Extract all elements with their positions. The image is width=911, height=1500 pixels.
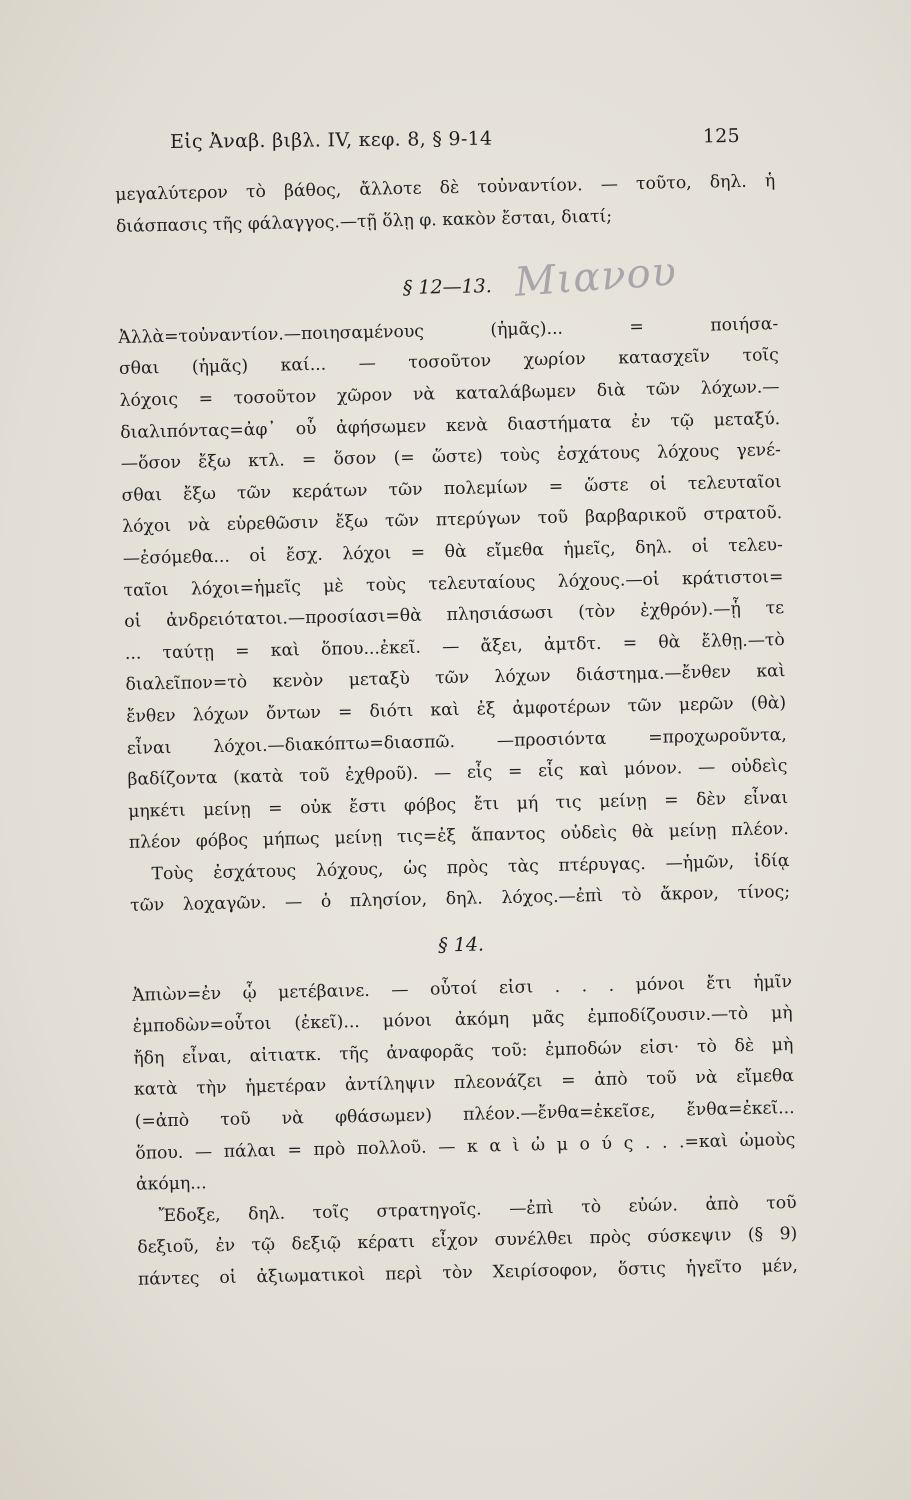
text-line: εἶναι λόχοι.—διακόπτω=διασπῶ. —προσιόντα =προχωροῦντα, <box>126 724 787 759</box>
text-line: λόχοις = τοσοῦτον χῶρον νὰ καταλάβωμεν διὰ τῶν λόχων.— <box>119 377 780 411</box>
text-line: ἔνθεν λόχων ὄντων = διότι καὶ ἐξ ἀμφοτέρων τῶν μερῶν (θὰ) <box>126 692 787 727</box>
text-line: —ἐσόμεθα... οἱ ἔσχ. λόχοι = θὰ εἴμεθα ἡμεῖς, δηλ. οἱ τελευ- <box>122 535 784 569</box>
text-line: κατὰ τὴν ἡμετέραν ἀντίληψιν πλεονάζει = ἀπὸ τοῦ νὰ εἴμεθα <box>133 1066 795 1101</box>
text-line: μηκέτι μείνῃ = οὐκ ἔστι φόβος ἔτι μή τις μείνῃ = δὲν εἶναι <box>128 787 789 822</box>
text-line: διάσπασις τῆς φάλαγγος.—τῇ ὅλῃ φ. κακὸν ἔσται, διατί; <box>115 206 613 237</box>
commentary-text <box>115 166 798 1296</box>
text-line: ἀκόμη... <box>135 1173 207 1195</box>
stamp-signature: Μιανου <box>513 248 679 306</box>
text-line: (=ἀπὸ τοῦ νὰ φθάσωμεν) πλέον.—ἔνθα=ἐκεῖσε, ἔνθα=ἐκεῖ... <box>134 1098 795 1132</box>
text-line: πάντες οἱ ἀξιωματικοὶ περὶ τὸν Χειρίσοφον, ὅστις ἡγεῖτο μέν, <box>137 1255 799 1290</box>
text-line: Τοὺς ἐσχάτους λόχους, ὡς πρὸς τὰς πτέρυγας. —ἡμῶν, ἰδίᾳ <box>151 850 790 885</box>
text-line: σθαι ἔξω τῶν κεράτων τῶν πολεμίων = ὥστε οἱ τελευταῖοι <box>121 471 782 506</box>
text-line: ὅπου. — πάλαι = πρὸ πολλοῦ. — κ α ὶ ὠ μ ο ύ ς . . .=καὶ ὠμοὺς <box>135 1129 796 1164</box>
text-line: τῶν λοχαγῶν. — ὁ πλησίον, δηλ. λόχος.—ἐπὶ τὸ ἄκρον, τίνος; <box>130 882 791 917</box>
text-line: ἤδη εἶναι, αἰτιατκ. τῆς ἀναφορᾶς τοῦ: ἐμποδών εἰσι· τὸ δὲ μὴ <box>133 1034 794 1069</box>
text-line: ταῖοι λόχοι=ἡμεῖς μὲ τοὺς τελευταίους λόχους.—οἱ κράτιστοι= <box>123 566 784 601</box>
text-line: βαδίζοντα (κατὰ τοῦ ἐχθροῦ). — εἷς = εἷς καὶ μόνον. — οὐδεὶς <box>127 756 788 790</box>
text-line: μεγαλύτερον τὸ βάθος, ἄλλοτε δὲ τοὐναντίον. — τοῦτο, δηλ. ἡ <box>115 171 776 205</box>
page-number: 125 <box>702 125 741 148</box>
text-line: λόχοι νὰ εὑρεθῶσιν ἔξω τῶν πτερύγων τοῦ βαρβαρικοῦ στρατοῦ. <box>122 503 783 538</box>
text-line: οἱ ἀνδρειότατοι.—προσίασι=θὰ πλησιάσωσι (τὸν ἐχθρόν).—ᾗ τε <box>124 598 785 633</box>
section-heading: § 14. <box>437 933 485 957</box>
text-line: Ἀλλὰ=τοὐναντίον.—ποιησαμένους (ἡμᾶς)... = ποιήσα- <box>118 313 779 348</box>
section-heading: § 12—13. <box>402 275 493 300</box>
text-line: ... ταύτῃ = καὶ ὅπου...ἐκεῖ. — ἄξει, ἀμτδτ. = θὰ ἔλθῃ.—τὸ <box>124 629 785 664</box>
text-line: —ὅσον ἔξω κτλ. = ὅσον (= ὥστε) τοὺς ἐσχάτους λόχους γενέ- <box>120 440 782 475</box>
running-header <box>170 125 740 153</box>
text-line: Ἔδοξε, δηλ. τοῖς στρατηγοῖς. —ἐπὶ τὸ εὐών. ἀπὸ τοῦ <box>158 1192 797 1227</box>
text-line: διαλιπόντας=ἀφ᾽ οὗ ἀφήσωμεν κενὰ διαστήματα ἐν τῷ μεταξύ. <box>120 408 781 443</box>
text-line: πλέον φόβος μήπως μείνῃ τις=ἐξ ἅπαντος οὐδεὶς θὰ μείνῃ πλέον. <box>128 819 789 854</box>
text-line: σθαι (ἡμᾶς) καί... — τοσοῦτον χωρίον κατασχεῖν τοῖς <box>118 345 780 380</box>
text-line: Ἀπιὼν=ἐν ᾧ μετέβαινε. — οὗτοί εἰσι . . . μόνοι ἔτι ἡμῖν <box>131 971 793 1006</box>
text-line: δεξιοῦ, ἐν τῷ δεξιῷ κέρατι εἶχον συνέλθει πρὸς σύσκεψιν (§ 9) <box>137 1224 798 1259</box>
text-line: διαλεῖπον=τὸ κενὸν μεταξὺ τῶν λόχων διάστημα.—ἔνθεν καὶ <box>125 661 786 696</box>
running-title: Εἰς Ἀναβ. βιβλ. IV, κεφ. 8, § 9-14 <box>169 127 493 153</box>
text-line: ἐμποδὼν=οὗτοι (ἐκεῖ)... μόνοι ἀκόμη μᾶς ἐμποδίζουσιν.—τὸ μὴ <box>132 1003 793 1038</box>
